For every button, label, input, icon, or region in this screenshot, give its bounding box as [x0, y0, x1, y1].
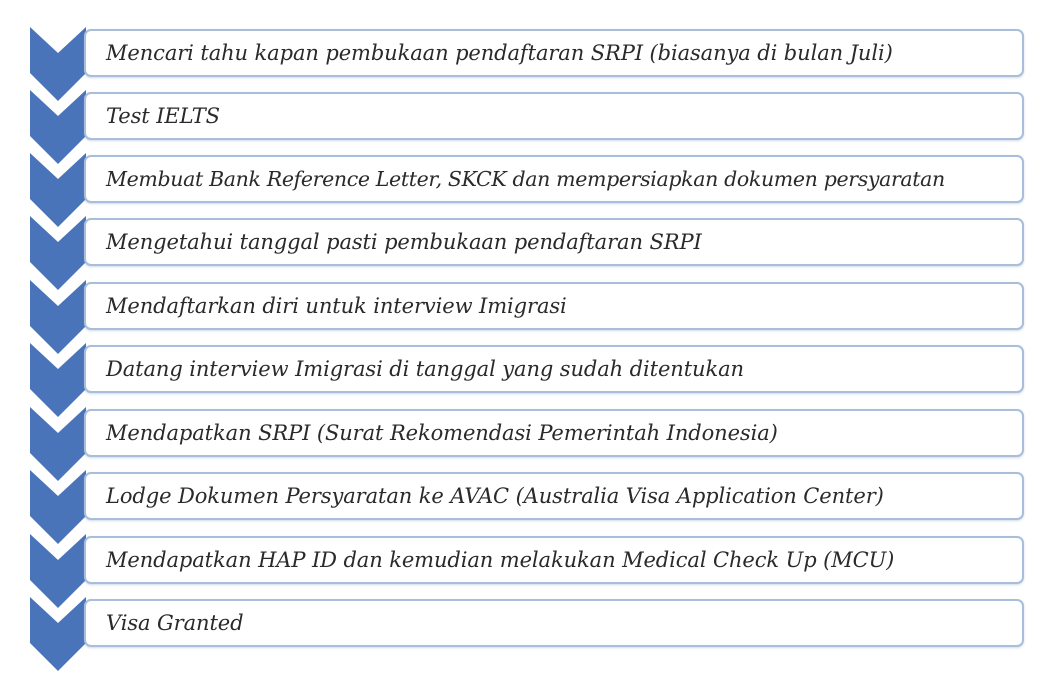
- step-4-text: Mengetahui tanggal pasti pembukaan pendaftaran SRPI: [106, 230, 702, 254]
- chevron-5: [30, 280, 86, 354]
- step-10-box: [84, 599, 1024, 647]
- step-5-box: [84, 282, 1024, 330]
- step-4-box: [84, 218, 1024, 266]
- step-2-text: Test IELTS: [106, 104, 220, 128]
- chevron-2: [30, 90, 86, 164]
- step-6-text: Datang interview Imigrasi di tanggal yang sudah ditentukan: [106, 357, 744, 381]
- chevron-1: [30, 27, 86, 101]
- step-3-box: [84, 155, 1024, 203]
- step-1-text: Mencari tahu kapan pembukaan pendaftaran SRPI (biasanya di bulan Juli): [106, 41, 893, 65]
- chevron-4: [30, 216, 86, 290]
- chevron-shapes: [30, 27, 86, 671]
- step-8-text: Lodge Dokumen Persyaratan ke AVAC (Australia Visa Application Center): [106, 484, 884, 508]
- chevron-3: [30, 153, 86, 227]
- step-8-box: [84, 472, 1024, 520]
- step-7-text: Mendapatkan SRPI (Surat Rekomendasi Pemerintah Indonesia): [106, 421, 778, 445]
- step-2-box: [84, 92, 1024, 140]
- step-5-text: Mendaftarkan diri untuk interview Imigrasi: [106, 294, 567, 318]
- step-3-text: Membuat Bank Reference Letter, SKCK dan mempersiapkan dokumen persyaratan: [106, 167, 945, 191]
- step-10-text: Visa Granted: [106, 611, 244, 635]
- step-9-text: Mendapatkan HAP ID dan kemudian melakukan Medical Check Up (MCU): [106, 548, 895, 572]
- chevron-8: [30, 470, 86, 544]
- step-1-box: [84, 29, 1024, 77]
- step-9-box: [84, 536, 1024, 584]
- chevron-6: [30, 343, 86, 417]
- step-6-box: [84, 345, 1024, 393]
- chevron-7: [30, 407, 86, 481]
- chevron-9: [30, 534, 86, 608]
- chevron-10: [30, 597, 86, 671]
- step-7-box: [84, 409, 1024, 457]
